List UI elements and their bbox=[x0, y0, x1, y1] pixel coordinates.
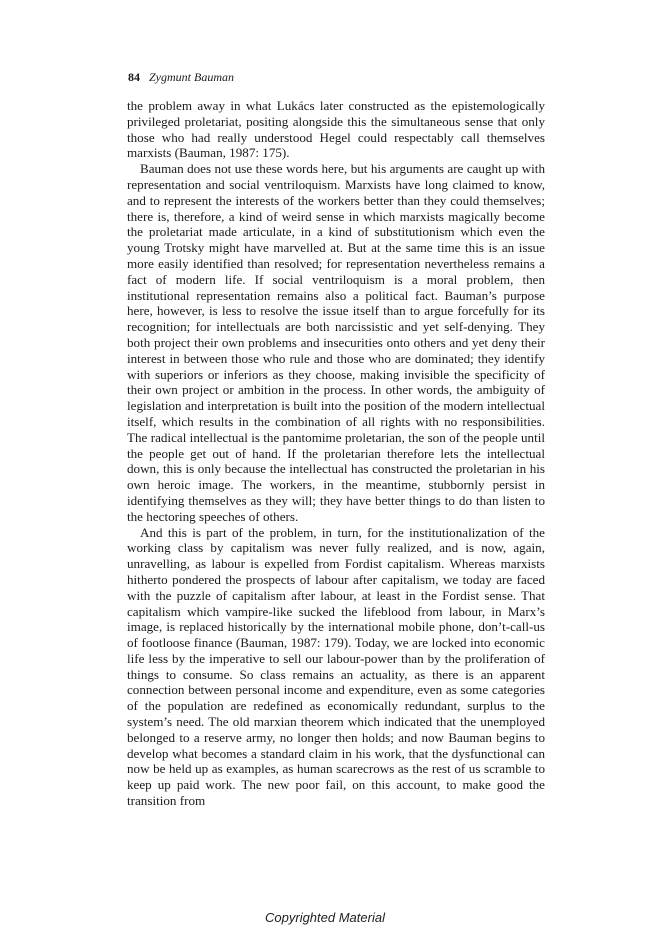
running-head-author: Zygmunt Bauman bbox=[149, 70, 234, 84]
page-number: 84 bbox=[128, 70, 140, 84]
paragraph-continued: the problem away in what Lukács later constructed as the epistemologically privileged proletariat, positing alongside this the simultaneous sense that only those who had really understood Hegel could respectably call themselves marxists (Bauman, 1987: 175). bbox=[127, 98, 545, 161]
paragraph-capitalism-after-labour: And this is part of the problem, in turn, for the institutionalization of the working class by capitalism was never fully realized, and is now, again, unravelling, as labour is expelled from Fordist capitalism. Whereas marxists hitherto pondered the prospects of labour after capitalism, we today are faced with the puzzle of capitalism after labour, at least in the Fordist sense. That capitalism which vampire-like sucked the lifeblood from labour, in Marx’s image, is replaced historically by the international mobile phone, don’t-call-us of footloose finance (Bauman, 1987: 179). Today, we are locked into economic life less by the imperative to sell our labour-power than by the proliferation of things to consume. So class remains an actuality, as there is an apparent connection between personal income and expenditure, even as some categories of the population are redefined as economically redundant, surplus to the system’s need. The old marxian theorem which indicated that the unemployed belonged to a reserve army, no longer then holds; and now Bauman begins to develop what becomes a standard claim in his work, that the dysfunctional can now be held up as examples, as human scarecrows as the rest of us scramble to keep up paid work. The new poor fail, on this account, to make good the transition from bbox=[127, 524, 545, 809]
paragraph-ventriloquism: Bauman does not use these words here, but his arguments are caught up with representation and social ventriloquism. Marxists have long claimed to know, and to represent the interests of the workers better than they could themselves; there is, therefore, a kind of weird sense in which marxists magically become the proletariat made articulate, in a kind of substitutionism which even the young Trotsky might have marvelled at. But at the same time this is an issue more easily identified than resolved; for representation nevertheless remains a fact of modern life. If social ventriloquism is a moral problem, then institutional representation remains also a political fact. Bauman’s purpose here, however, is less to resolve the issue itself than to argue forcefully for its recognition; for intellectuals are both narcissistic and yet self-denying. They both project their own problems and insecurities onto others and yet deny their interest in between those who rule and those who are dominated; they identify with superiors or inferiors as they choose, making invisible the specificity of their own project or ambition in the process. In other words, the ambiguity of legislation and interpretation is built into the position of the modern intellectual itself, which results in the combination of all rights with no responsibilities. The radical intellectual is the pantomime proletarian, the son of the people until the people get out of hand. If the proletarian therefore lets the intellectual down, this is only because the intellectual has constructed the proletarian in his own heroic image. The workers, in the meantime, stubbornly persist in identifying themselves as they will; they have better things to do than listen to the hectoring speeches of others. bbox=[127, 161, 545, 524]
copyright-footer: Copyrighted Material bbox=[265, 910, 385, 925]
running-head bbox=[128, 70, 234, 84]
body-text bbox=[127, 98, 545, 809]
